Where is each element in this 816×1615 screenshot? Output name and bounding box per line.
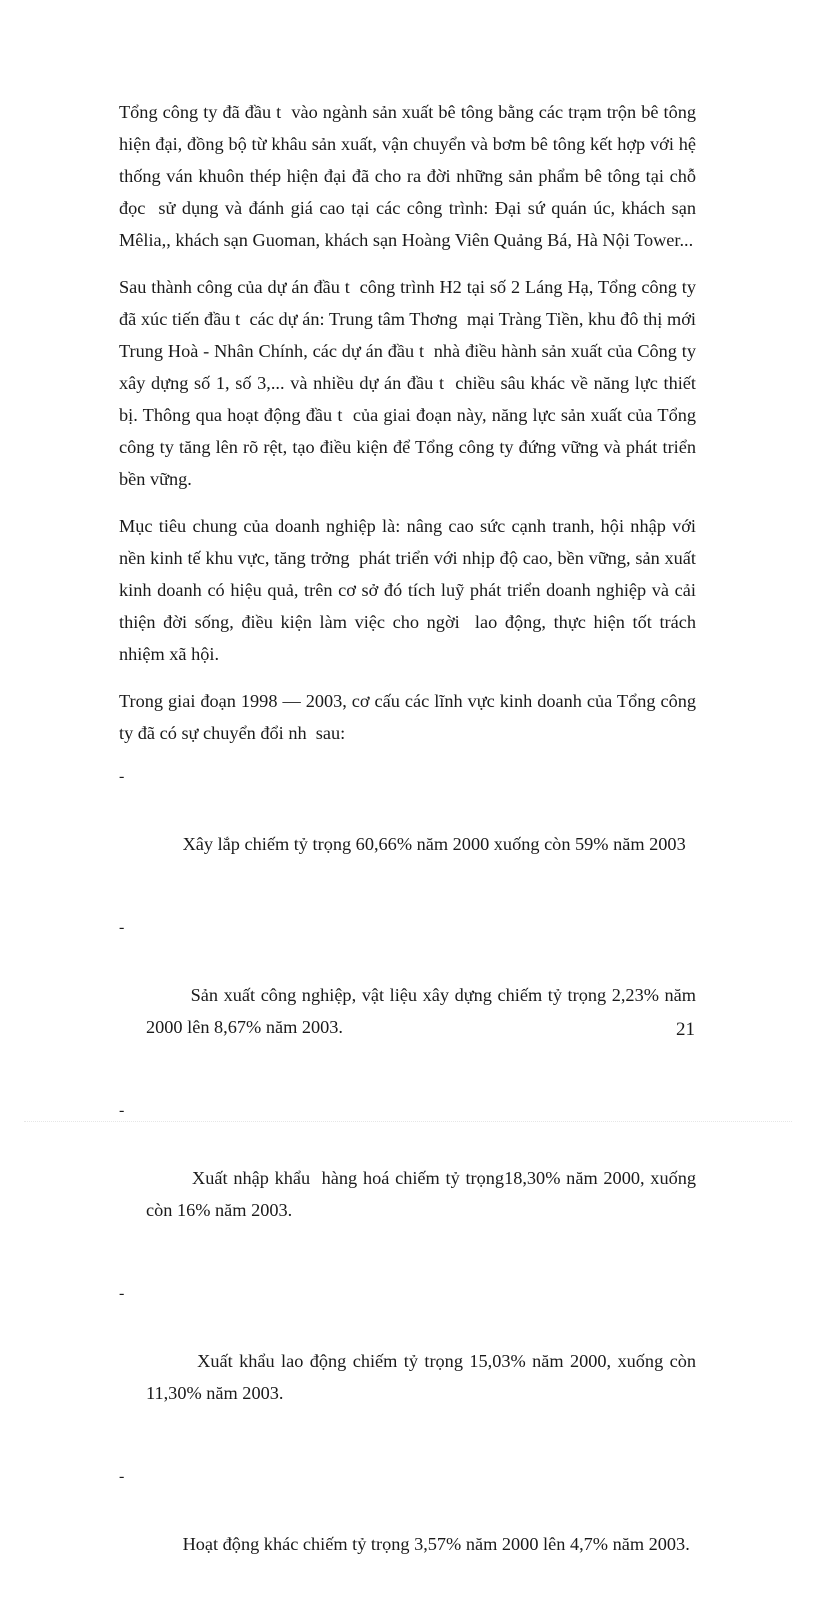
- list-item: [119, 915, 701, 1075]
- list-item: [119, 764, 696, 892]
- bullet-dash-icon: -: [119, 1102, 125, 1119]
- paragraph-general-objectives: Mục tiêu chung của doanh nghiệp là: nâng cao sức cạnh tranh, hội nhập với nền kinh tế khu vực, tăng trởng phát triển với nhịp độ cao, bền vững, sản xuất kinh doanh có hiệu quả, trên cơ sở đó tích luỹ phát triển doanh nghiệp và cải thiện đời sống, điều kiện làm việc cho ngời lao động, thực hiện tốt trách nhiệm xã hội.: [119, 516, 701, 664]
- paragraph-investment-projects: Sau thành công của dự án đầu t công trình H2 tại số 2 Láng Hạ, Tổng công ty đã xúc tiến đầu t các dự án: Trung tâm Thơng mại Tràng Tiền, khu đô thị mới Trung Hoà - Nhân Chính, các dự án đầu t nhà điều hành sản xuất của Công ty xây dựng số 1, số 3,... và nhiều dự án đầu t chiều sâu khác về năng lực thiết bị. Thông qua hoạt động đầu t của giai đoạn này, năng lực sản xuất của Tổng công ty tăng lên rõ rệt, tạo điều kiện để Tổng công ty đứng vững và phát triển bền vững.: [119, 277, 706, 489]
- list-item: [119, 1464, 696, 1592]
- list-item: [119, 1281, 701, 1441]
- bullet-dash-icon: -: [119, 919, 125, 936]
- list-item-text: Xuất nhập khẩu hàng hoá chiếm tỷ trọng18,30% năm 2000, xuống còn 16% năm 2003.: [146, 1168, 701, 1220]
- business-structure-list: [119, 764, 701, 1592]
- list-item-text: Hoạt động khác chiếm tỷ trọng 3,57% năm 2000 lên 4,7% năm 2003.: [182, 1534, 690, 1554]
- page-body: [119, 96, 706, 1615]
- list-item-text: Xuất khẩu lao động chiếm tỷ trọng 15,03% năm 2000, xuống còn 11,30% năm 2003.: [146, 1351, 701, 1403]
- page-bottom-divider: [24, 1121, 792, 1122]
- bullet-dash-icon: -: [119, 1285, 125, 1302]
- bullet-dash-icon: -: [119, 1468, 125, 1485]
- page-number: 21: [676, 1019, 695, 1040]
- list-item: [119, 1098, 701, 1258]
- list-item-text: Sản xuất công nghiệp, vật liệu xây dựng chiếm tỷ trọng 2,23% năm 2000 lên 8,67% năm 2003.: [146, 985, 701, 1037]
- bullet-dash-icon: -: [119, 768, 125, 785]
- list-item-text: Xây lắp chiếm tỷ trọng 60,66% năm 2000 xuống còn 59% năm 2003: [182, 834, 686, 854]
- paragraph-business-structure-intro: Trong giai đoạn 1998 — 2003, cơ cấu các lĩnh vực kinh doanh của Tổng công ty đã có sự chuyển đổi nh sau:: [119, 691, 701, 743]
- paragraph-concrete-production: Tổng công ty đã đầu t vào ngành sản xuất bê tông bằng các trạm trộn bê tông hiện đại, đồng bộ từ khâu sản xuất, vận chuyển và bơm bê tông kết hợp với hệ thống ván khuôn thép hiện đại đã cho ra đời những sản phẩm bê tông tại chỗ đọc sử dụng và đánh giá cao tại các công trình: Đại sứ quán úc, khách sạn Mêlia,, khách sạn Guoman, khách sạn Hoàng Viên Quảng Bá, Hà Nội Tower...: [119, 102, 701, 250]
